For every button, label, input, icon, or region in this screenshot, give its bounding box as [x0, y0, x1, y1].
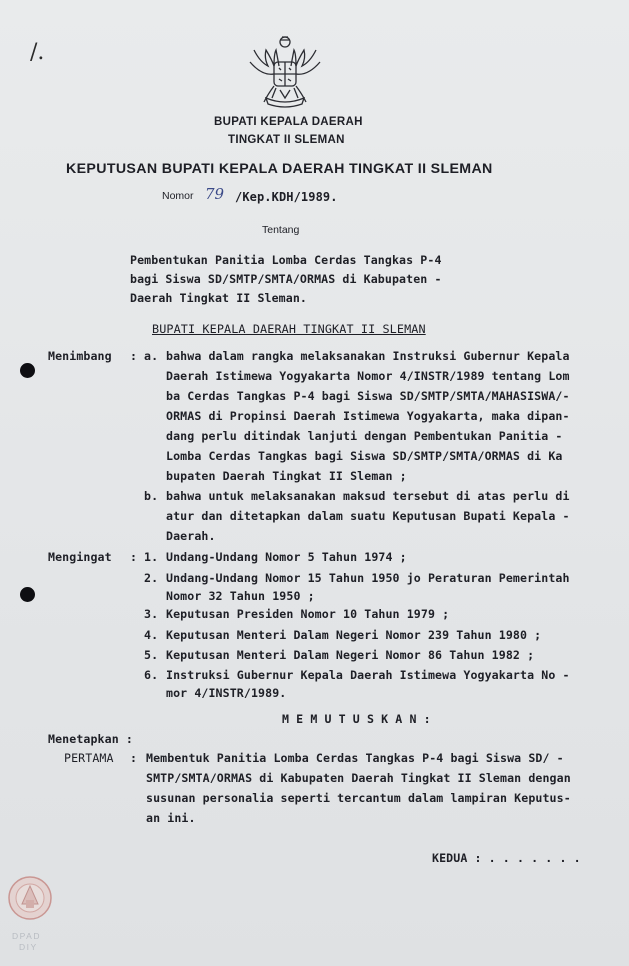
menimbang-label: Menimbang — [48, 349, 112, 363]
mengingat-item-marker: 2. — [144, 571, 159, 585]
menimbang-item-a-line: dang perlu ditindak lanjuti dengan Pembentukan Panitia - — [166, 429, 563, 443]
menimbang-item-a-line: ba Cerdas Tangkas P-4 bagi Siswa SD/SMTP/SMTA/MAHASISWA/- — [166, 389, 570, 403]
mengingat-item-line: Keputusan Presiden Nomor 10 Tahun 1979 ; — [166, 607, 450, 621]
mengingat-item-marker: 1. — [144, 550, 159, 564]
menimbang-item-a-line: bupaten Daerah Tingkat II Sleman ; — [166, 469, 407, 483]
garuda-emblem-icon — [246, 32, 324, 110]
nomor-value: /Kep.KDH/1989. — [235, 190, 338, 204]
menimbang-item-a-line: ORMAS di Propinsi Daerah Istimewa Yogyakarta, maka dipan- — [166, 409, 570, 423]
subject-line-1: Pembentukan Panitia Lomba Cerdas Tangkas P-4 — [130, 253, 442, 267]
office-name-line1: BUPATI KEPALA DAERAH — [214, 116, 363, 128]
mengingat-item-line: Nomor 32 Tahun 1950 ; — [166, 589, 315, 603]
continuation-marker: KEDUA : . . . . . . . — [432, 851, 581, 865]
menimbang-item-b-line: atur dan ditetapkan dalam suatu Keputusan Bupati Kepala - — [166, 509, 570, 523]
menimbang-item-a-line: Lomba Cerdas Tangkas bagi Siswa SD/SMTP/SMTA/ORMAS di Ka — [166, 449, 563, 463]
office-name-line2: TINGKAT II SLEMAN — [228, 134, 345, 146]
pertama-label: PERTAMA — [64, 751, 114, 765]
mengingat-item-line: Undang-Undang Nomor 15 Tahun 1950 jo Peraturan Pemerintah — [166, 571, 570, 585]
mengingat-item-line: Instruksi Gubernur Kepala Daerah Istimewa Yogyakarta No - — [166, 668, 570, 682]
menimbang-colon: : — [130, 349, 138, 363]
mengingat-item-line: Undang-Undang Nomor 5 Tahun 1974 ; — [166, 550, 407, 564]
archive-watermark-line1: DPAD — [12, 931, 41, 941]
menimbang-item-b-line: Daerah. — [166, 529, 216, 543]
decree-title: KEPUTUSAN BUPATI KEPALA DAERAH TINGKAT II SLEMAN — [66, 161, 493, 177]
mengingat-item-marker: 3. — [144, 607, 159, 621]
tentang-label: Tentang — [262, 224, 300, 236]
pertama-line: SMTP/SMTA/ORMAS di Kabupaten Daerah Tingkat II Sleman dengan — [146, 771, 571, 785]
punch-hole-bottom — [20, 587, 35, 602]
menetapkan-label: Menetapkan : — [48, 732, 133, 746]
mengingat-item-marker: 6. — [144, 668, 159, 682]
punch-hole-top — [20, 363, 35, 378]
mengingat-item-line: Keputusan Menteri Dalam Negeri Nomor 86 Tahun 1982 ; — [166, 648, 535, 662]
nomor-label: Nomor — [162, 190, 194, 202]
menimbang-item-a-line: bahwa dalam rangka melaksanakan Instruksi Gubernur Kepala — [166, 349, 570, 363]
subject-line-2: bagi Siswa SD/SMTP/SMTA/ORMAS di Kabupaten - — [130, 272, 442, 286]
memutuskan-heading: M E M U T U S K A N : — [282, 712, 431, 726]
mengingat-label: Mengingat — [48, 550, 112, 564]
menimbang-item-b-marker: b. — [144, 489, 159, 503]
mengingat-colon: : — [130, 550, 138, 564]
pertama-colon: : — [130, 751, 138, 765]
mengingat-item-line: Keputusan Menteri Dalam Negeri Nomor 239 Tahun 1980 ; — [166, 628, 542, 642]
mengingat-item-marker: 4. — [144, 628, 159, 642]
menimbang-item-a-line: Daerah Istimewa Yogyakarta Nomor 4/INSTR/1989 tentang Lom — [166, 369, 570, 383]
nomor-handwritten: 79 — [205, 185, 225, 203]
pertama-line: Membentuk Panitia Lomba Cerdas Tangkas P-4 bagi Siswa SD/ - — [146, 751, 564, 765]
archive-watermark-line2: DIY — [19, 942, 38, 952]
subject-line-3: Daerah Tingkat II Sleman. — [130, 291, 308, 305]
margin-mark: /. — [30, 40, 45, 65]
pertama-line: susunan personalia seperti tercantum dalam lampiran Keputus- — [146, 791, 571, 805]
archive-seal-icon — [6, 872, 54, 924]
pertama-line: an ini. — [146, 811, 196, 825]
menimbang-item-a-marker: a. — [144, 349, 159, 363]
menimbang-item-b-line: bahwa untuk melaksanakan maksud tersebut di atas perlu di — [166, 489, 570, 503]
mengingat-item-marker: 5. — [144, 648, 159, 662]
mengingat-item-line: mor 4/INSTR/1989. — [166, 686, 287, 700]
authority-heading: BUPATI KEPALA DAERAH TINGKAT II SLEMAN — [152, 322, 426, 336]
